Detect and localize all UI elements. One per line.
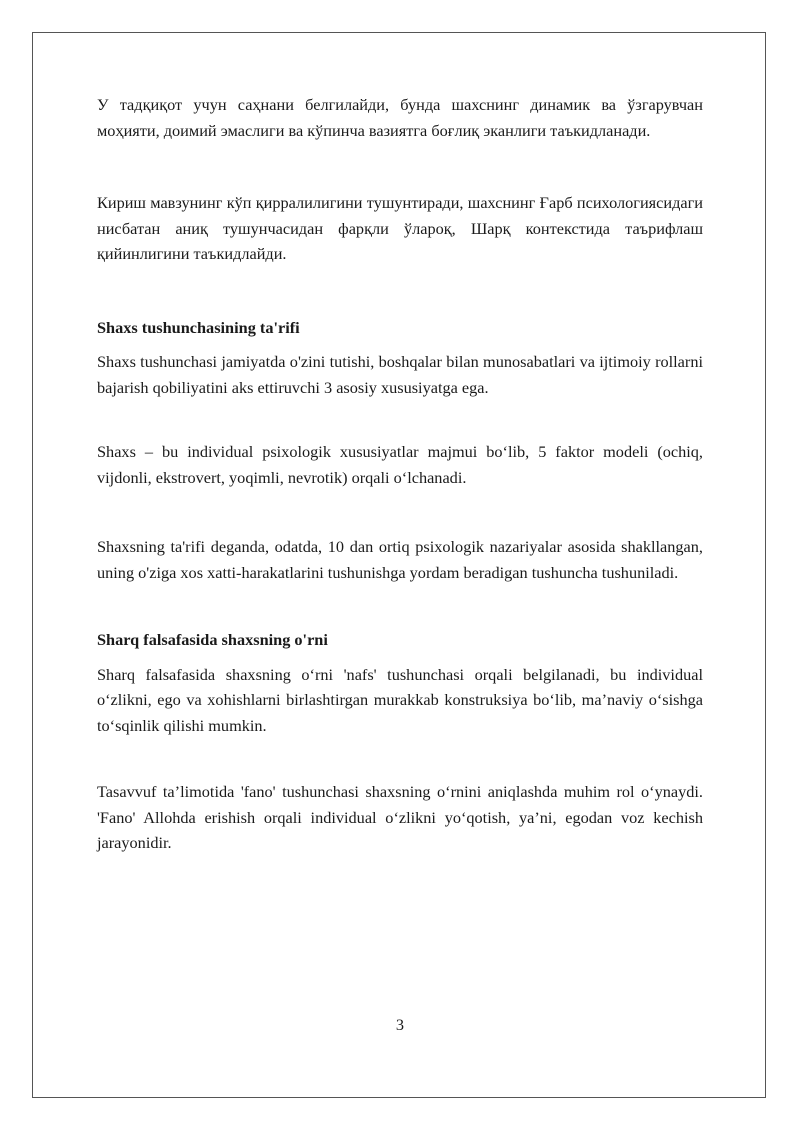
paragraph-definition-traits: Shaxs tushunchasi jamiyatda o'zini tutishi, boshqalar bilan munosabatlari va ijtimoiy rollarni bajarish qobiliyatini aks ettiruvchi 3 asosiy xususiyatga ega. [97, 352, 703, 397]
paragraph-five-factor: Shaxs – bu individual psixologik xususiyatlar majmui bo‘lib, 5 faktor modeli (ochiq, vijdonli, ekstrovert, yoqimli, nevrotik) orqali o‘lchanadi. [97, 442, 703, 487]
document-body [97, 92, 703, 856]
paragraph-nafs: Sharq falsafasida shaxsning o‘rni 'nafs' tushunchasi orqali belgilanadi, bu individual o‘zlikni, ego va xohishlarni birlashtirgan murakkab konstruksiya bo‘lib, ma’naviy o‘sishga to‘sqinlik qilishi mumkin. [97, 664, 703, 735]
paragraph-fano: Tasavvuf ta’limotida 'fano' tushunchasi shaxsning o‘rnini aniqlashda muhim rol o‘ynaydi. 'Fano' Allohda erishish orqali individual o‘zlikni yo‘qotish, ya’ni, egodan voz kechish jarayonidir. [97, 782, 703, 852]
paragraph-intro-scene: У тадқиқот учун саҳнани белгилайди, бунда шахснинг динамик ва ўзгарувчан моҳияти, доимий эмаслиги ва кўпинча вазиятга боғлиқ эканлиги таъкидланади. [97, 95, 703, 140]
page-number: 3 [395, 1015, 405, 1034]
section-heading-east: Sharq falsafasida shaxsning o'rni [97, 630, 328, 649]
paragraph-intro-context: Кириш мавзунинг кўп қирралилигини тушунтиради, шахснинг Ғарб психологиясидаги нисбатан аниқ тушунчасидан фарқли ўлароқ, Шарқ контекстида таърифлаш қийинлигини таъкидлайди. [97, 193, 703, 263]
paragraph-theories: Shaxsning ta'rifi deganda, odatda, 10 dan ortiq psixologik nazariyalar asosida shakllangan, uning o'ziga xos xatti-harakatlarini tushunishga yordam beradigan tushuncha tushuniladi. [97, 537, 703, 582]
section-heading-definition: Shaxs tushunchasining ta'rifi [97, 317, 300, 337]
